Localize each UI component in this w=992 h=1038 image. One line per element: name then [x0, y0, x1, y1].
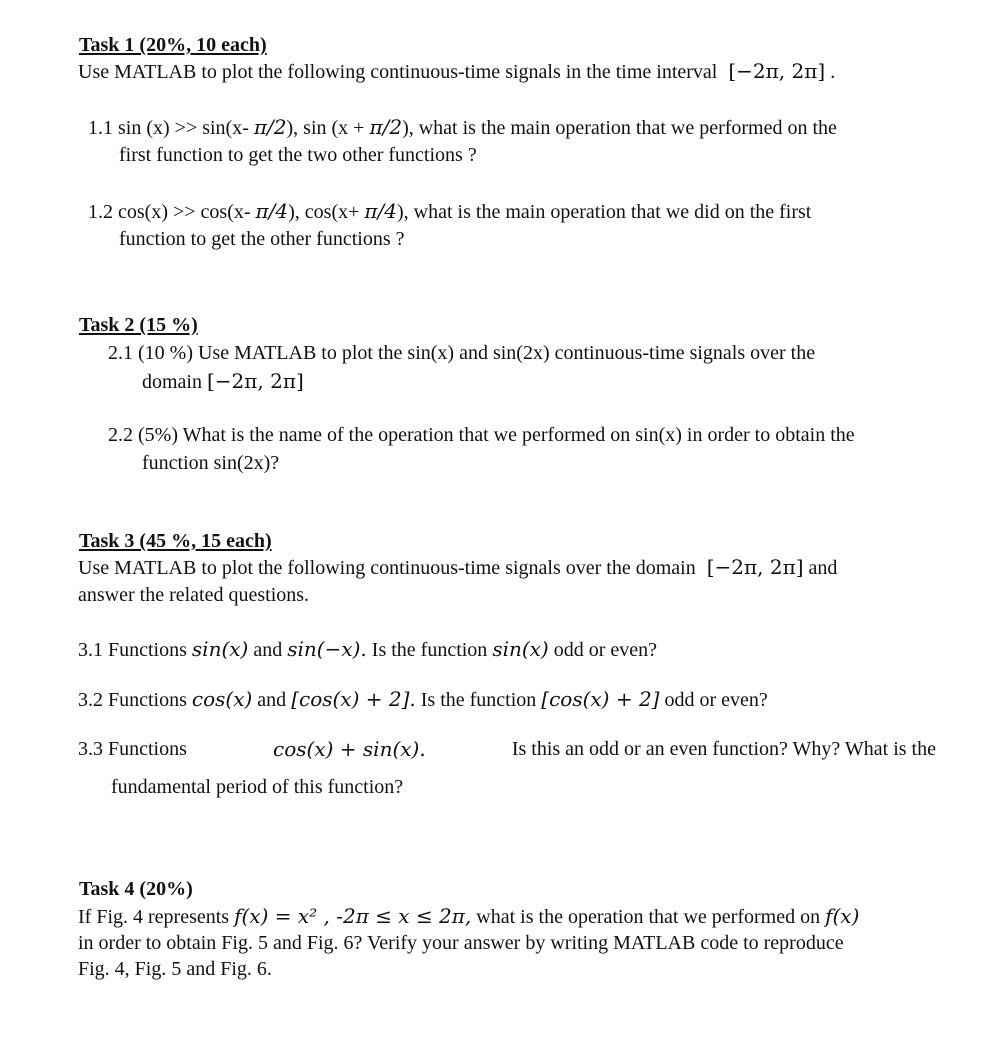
q1-2-arg1: π/4: [255, 199, 289, 223]
q1-1-prefix: 1.1 sin (x) >> sin(x-: [88, 117, 249, 139]
q3-2-question: Is the function: [420, 689, 537, 711]
q3-2-end: odd or even?: [664, 689, 768, 711]
q3-1-and: and: [253, 639, 283, 661]
q3-1-question: Is the function: [371, 639, 488, 661]
task4-line1: [78, 903, 859, 930]
task4-line3: Fig. 4, Fig. 5 and Fig. 6.: [78, 958, 272, 980]
q1-2-prefix: 1.2 cos(x) >> cos(x-: [88, 201, 251, 223]
task1-heading: Task 1 (20%, 10 each): [79, 34, 267, 56]
q1-1-arg2: π/2: [369, 115, 403, 139]
q1-2-arg2: π/4: [364, 199, 398, 223]
q1-2-rest: ), what is the main operation that we did on the first: [397, 201, 812, 223]
q3-3-function: cos(x) + sin(x).: [273, 737, 426, 761]
task3-intro-text: Use MATLAB to plot the following continuous-time signals over the domain: [78, 557, 696, 579]
q3-2-prefix: 3.2 Functions: [78, 689, 187, 711]
task3-intro-line1: [78, 554, 837, 581]
q3-3-prefix: 3.3 Functions: [78, 738, 187, 760]
task4-line2: in order to obtain Fig. 5 and Fig. 6? Verify your answer by writing MATLAB code to reproduce: [78, 932, 844, 954]
q1-1-line1: [88, 114, 936, 141]
task1-intro-text: Use MATLAB to plot the following continuous-time signals in the time interval: [78, 61, 718, 83]
task1-interval: [−2π, 2π]: [728, 59, 826, 83]
q3-2-f2: [cos(x) + 2].: [291, 687, 416, 711]
q3-2: [78, 686, 768, 713]
q3-3-line1: [78, 736, 936, 762]
q1-1-mid: ), sin (x +: [286, 117, 365, 139]
q3-1-f3: sin(x): [492, 637, 549, 661]
q2-2-line1: 2.2 (5%) What is the name of the operation that we performed on sin(x) in order to obtain the: [108, 424, 855, 446]
q3-3-line2: fundamental period of this function?: [111, 776, 404, 798]
q3-2-f3: [cos(x) + 2]: [541, 687, 660, 711]
task4-function-ref: f(x): [825, 904, 860, 928]
q2-1-domain: [−2π, 2π]: [207, 369, 304, 393]
task3-intro-domain: [−2π, 2π]: [706, 555, 804, 579]
q1-1-arg1: π/2: [253, 115, 287, 139]
q3-1-f1: sin(x): [191, 637, 249, 661]
q1-1-rest: ), what is the main operation that we performed on the: [402, 117, 837, 139]
task1-intro: [78, 58, 835, 85]
q3-1: [78, 636, 657, 663]
task3-intro-and: and: [808, 557, 838, 579]
q1-2-line1: [88, 198, 811, 225]
q1-2-mid: ), cos(x+: [288, 201, 360, 223]
q2-1-line2: [142, 368, 304, 395]
q2-1-line1: 2.1 (10 %) Use MATLAB to plot the sin(x) and sin(2x) continuous-time signals over the: [108, 342, 816, 364]
task4-line1-mid: what is the operation that we performed on: [476, 906, 821, 928]
task4-function: f(x) = x² , -2π ≤ x ≤ 2π,: [234, 904, 472, 928]
task4-line1-prefix: If Fig. 4 represents: [78, 906, 230, 928]
q2-2-line2: function sin(2x)?: [142, 452, 280, 474]
task1-interval-end: .: [830, 61, 836, 83]
q1-1-line2: first function to get the two other functions ?: [119, 144, 477, 166]
task3-heading: Task 3 (45 %, 15 each): [79, 530, 272, 552]
q1-2-line2: function to get the other functions ?: [119, 228, 405, 250]
task3-intro-line2: answer the related questions.: [78, 584, 310, 606]
q2-1-domain-label: domain: [142, 371, 202, 393]
q3-1-end: odd or even?: [553, 639, 658, 661]
q3-2-f1: cos(x): [191, 687, 253, 711]
q3-2-and: and: [257, 689, 287, 711]
q3-1-prefix: 3.1 Functions: [78, 639, 187, 661]
task4-heading: Task 4 (20%): [79, 878, 193, 900]
q3-1-f2: sin(−x).: [287, 637, 367, 661]
q3-3-rest: Is this an odd or an even function? Why? What is the: [511, 738, 936, 760]
task2-heading: Task 2 (15 %): [79, 314, 198, 336]
